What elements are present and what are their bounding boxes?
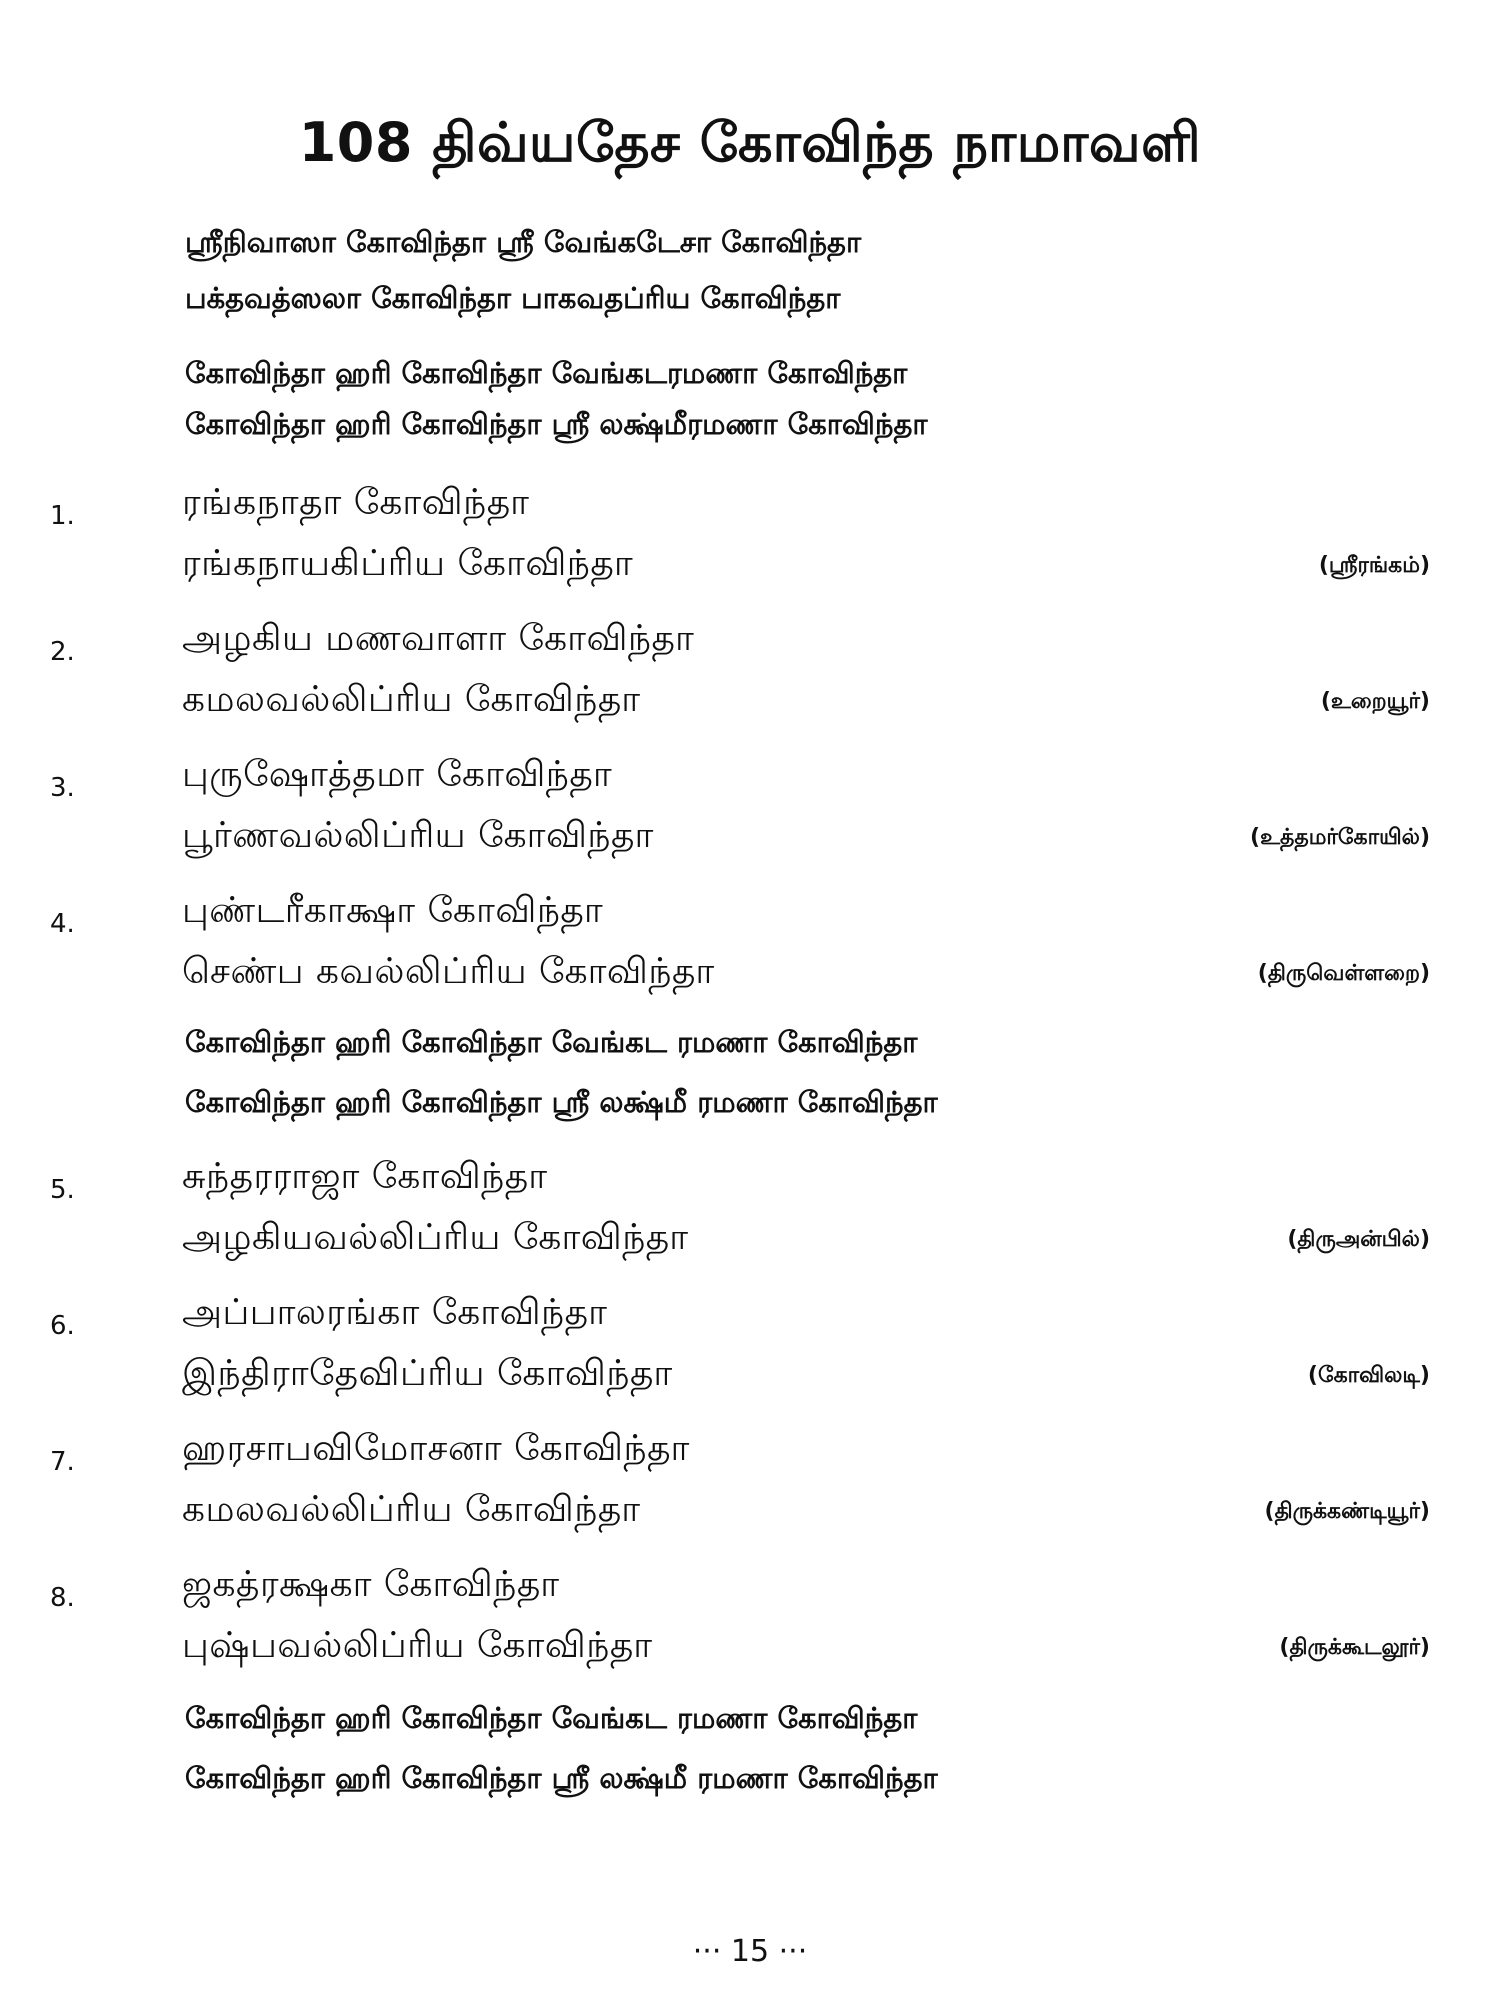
entry-number: 1. — [50, 501, 75, 531]
entry-place: (உத்தமர்கோயில்) — [1250, 825, 1430, 850]
entry-line-1: அப்பாலரங்கா கோவிந்தா — [182, 1292, 608, 1333]
entry-number: 5. — [50, 1175, 75, 1205]
entry-line-1: ஜகத்ரக்ஷகா கோவிந்தா — [182, 1564, 560, 1605]
entry-number: 3. — [50, 773, 75, 803]
refrain-2-line-2: கோவிந்தா ஹரி கோவிந்தா ஸ்ரீ லக்ஷ்மீ ரமணா கோவிந்தா — [185, 1085, 938, 1119]
entry-number: 4. — [50, 909, 75, 939]
intro-line-2: பக்தவத்ஸலா கோவிந்தா பாகவதப்ரிய கோவிந்தா — [185, 281, 841, 315]
entry-number: 6. — [50, 1311, 75, 1341]
refrain-3-line-1: கோவிந்தா ஹரி கோவிந்தா வேங்கட ரமணா கோவிந்தா — [185, 1701, 918, 1735]
entry-number: 2. — [50, 637, 75, 667]
entry-line-2: கமலவல்லிப்ரிய கோவிந்தா — [182, 1489, 641, 1530]
entry-number: 7. — [50, 1447, 75, 1477]
refrain-3-line-2: கோவிந்தா ஹரி கோவிந்தா ஸ்ரீ லக்ஷ்மீ ரமணா கோவிந்தா — [185, 1761, 938, 1795]
entry-line-2: இந்திராதேவிப்ரிய கோவிந்தா — [182, 1353, 673, 1394]
entry-line-1: புண்டரீகாக்ஷா கோவிந்தா — [182, 890, 604, 931]
entry-place: (திருக்கூடலூர்) — [1279, 1635, 1430, 1660]
entry-number: 8. — [50, 1583, 75, 1613]
entry-place: (கோவிலடி) — [1307, 1363, 1430, 1388]
entry-line-1: புருஷோத்தமா கோவிந்தா — [182, 754, 613, 795]
entry-line-1: சுந்தரராஜா கோவிந்தா — [182, 1156, 548, 1197]
refrain-1-line-2: கோவிந்தா ஹரி கோவிந்தா ஸ்ரீ லக்ஷ்மீரமணா கோவிந்தா — [185, 407, 928, 441]
entry-place: (ஸ்ரீரங்கம்) — [1318, 553, 1430, 578]
entry-place: (உறையூர்) — [1320, 689, 1430, 714]
entry-line-1: ஹரசாபவிமோசனா கோவிந்தா — [182, 1428, 690, 1469]
entry-line-1: அழகிய மணவாளா கோவிந்தா — [182, 618, 695, 659]
entry-line-2: கமலவல்லிப்ரிய கோவிந்தா — [182, 679, 641, 720]
entry-line-2: பூர்ணவல்லிப்ரிய கோவிந்தா — [182, 815, 654, 856]
entry-line-2: புஷ்பவல்லிப்ரிய கோவிந்தா — [182, 1625, 653, 1666]
refrain-2-line-1: கோவிந்தா ஹரி கோவிந்தா வேங்கட ரமணா கோவிந்தா — [185, 1025, 918, 1059]
entry-place: (திருக்கண்டியூர்) — [1264, 1499, 1430, 1524]
intro-line-1: ஸ்ரீநிவாஸா கோவிந்தா ஸ்ரீ வேங்கடேசா கோவிந்தா — [185, 225, 862, 259]
refrain-1-line-1: கோவிந்தா ஹரி கோவிந்தா வேங்கடரமணா கோவிந்தா — [185, 356, 908, 390]
entry-line-1: ரங்கநாதா கோவிந்தா — [182, 482, 530, 523]
entry-place: (திருஅன்பில்) — [1287, 1227, 1430, 1252]
entry-line-2: அழகியவல்லிப்ரிய கோவிந்தா — [182, 1217, 689, 1258]
page-title: 108 திவ்யதேச கோவிந்த நாமாவளி — [298, 111, 1202, 174]
entry-line-2: ரங்கநாயகிப்ரிய கோவிந்தா — [182, 543, 634, 584]
entry-place: (திருவெள்ளறை) — [1257, 961, 1430, 986]
page-number: ··· 15 ··· — [692, 1934, 808, 1969]
entry-line-2: செண்ப கவல்லிப்ரிய கோவிந்தா — [182, 951, 715, 992]
